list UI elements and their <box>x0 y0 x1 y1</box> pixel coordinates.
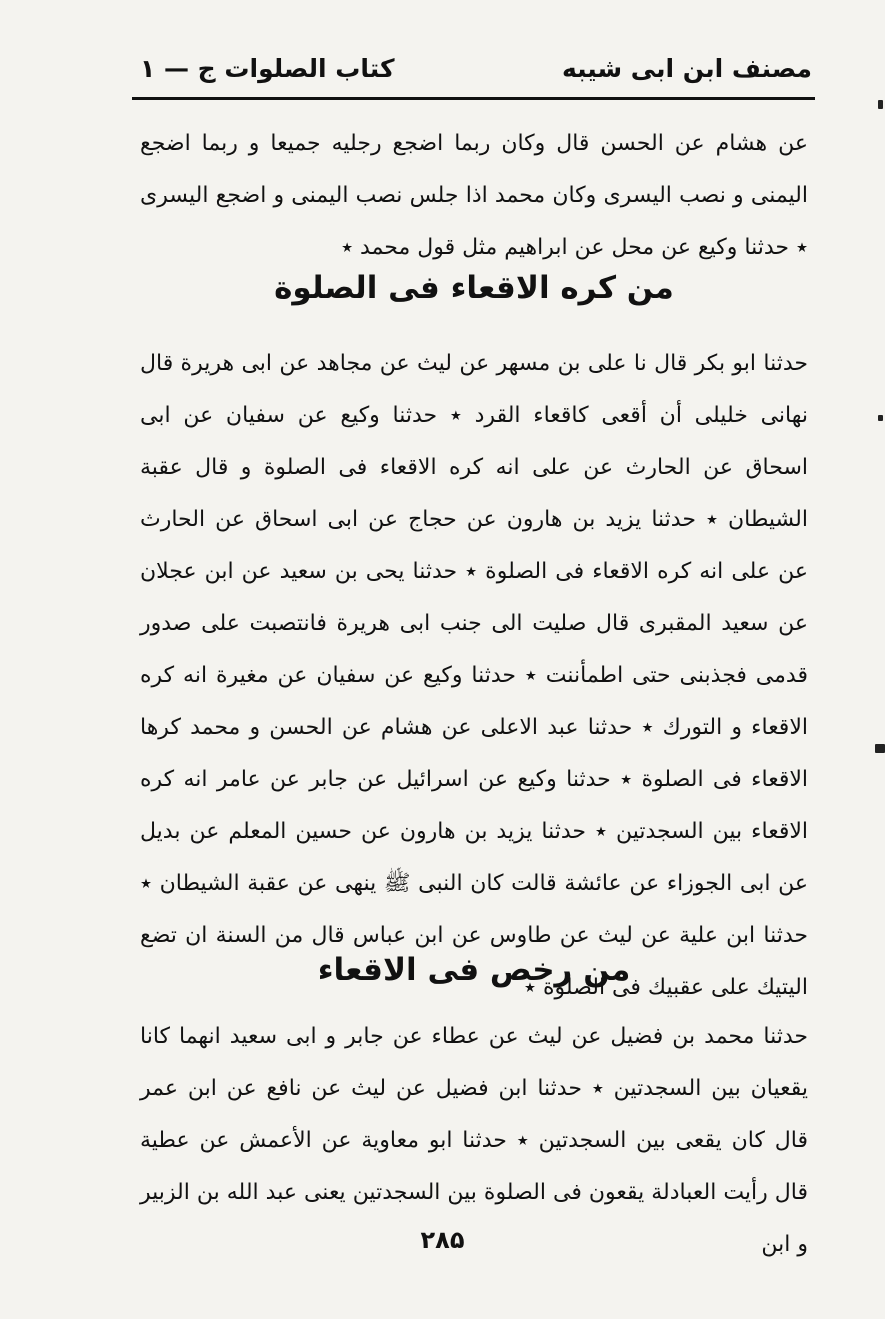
section-title: کتاب الصلوات ج — ۱ <box>140 54 395 83</box>
paragraph-continuation: عن هشام عن الحسن قال وكان ربما اضجع رجليه جميعا و ربما اضجع اليمنى و نصب اليسرى وكان محمد اذا جلس نصب اليمنى و اضجع اليسرى ٭ حدثنا وكيع عن محل عن ابراهيم مثل قول محمد ٭ <box>140 131 808 260</box>
margin-mark <box>878 415 883 421</box>
page-number: ۲۸۵ <box>420 1226 465 1254</box>
book-title: مصنف ابن ابی شیبه <box>561 54 812 83</box>
page-header <box>132 48 812 92</box>
paragraph-main: حدثنا ابو بكر قال نا على بن مسهر عن ليث عن مجاهد عن ابى هريرة قال نهانى خليلى أن أقعى كاقعاء القرد ٭ حدثنا وكيع عن سفيان عن ابى اسحاق عن الحارث عن على انه كره الاقعاء فى الصلوة و قال عقبة الشيطان ٭ حدثنا يزيد بن هارون عن حجاج عن ابى اسحاق عن الحارث عن على انه كره الاقعاء فى الصلوة ٭ حدثنا يحى بن سعيد عن ابن عجلان عن سعيد المقبرى قال صليت الى جنب ابى هريرة فانتصبت على صدور قدمى فجذبنى حتى اطمأننت ٭ حدثنا وكيع عن سفيان عن مغيرة انه كره الاقعاء و التورك ٭ حدثنا عبد الاعلى عن هشام عن الحسن و محمد كرها الاقعاء فى الصلوة ٭ حدثنا وكيع عن اسرائيل عن جابر عن عامر انه كره الاقعاء بين السجدتين ٭ حدثنا يزيد بن هارون عن حسين المعلم عن بديل عن ابى الجوزاء عن عائشة قالت كان النبى ﷺ ينهى عن عقبة الشيطان ٭ حدثنا ابن علية عن ليث عن طاوس عن ابن عباس قال من السنة ان تضع اليتيك على عقبيك فى الصلوة ٭ <box>140 351 808 1000</box>
chapter-heading-2: من رخص فى الاقعاء <box>317 952 631 988</box>
chapter-heading-1: من كره الاقعاء فى الصلوة <box>274 270 674 306</box>
header-rule <box>132 97 815 100</box>
margin-mark <box>878 100 883 109</box>
paragraph-final: حدثنا محمد بن فضيل عن ليث عن عطاء عن جابر و ابى سعيد انهما كانا يقعيان بين السجدتين ٭ حدثنا ابن فضيل عن ليث عن نافع عن ابن عمر قال كان يقعى بين السجدتين ٭ حدثنا ابو معاوية عن الأعمش عن عطية قال رأيت العبادلة يقعون فى الصلوة بين السجدتين يعنى عبد الله بن الزبير و ابن <box>140 1024 808 1257</box>
margin-mark <box>875 744 885 753</box>
